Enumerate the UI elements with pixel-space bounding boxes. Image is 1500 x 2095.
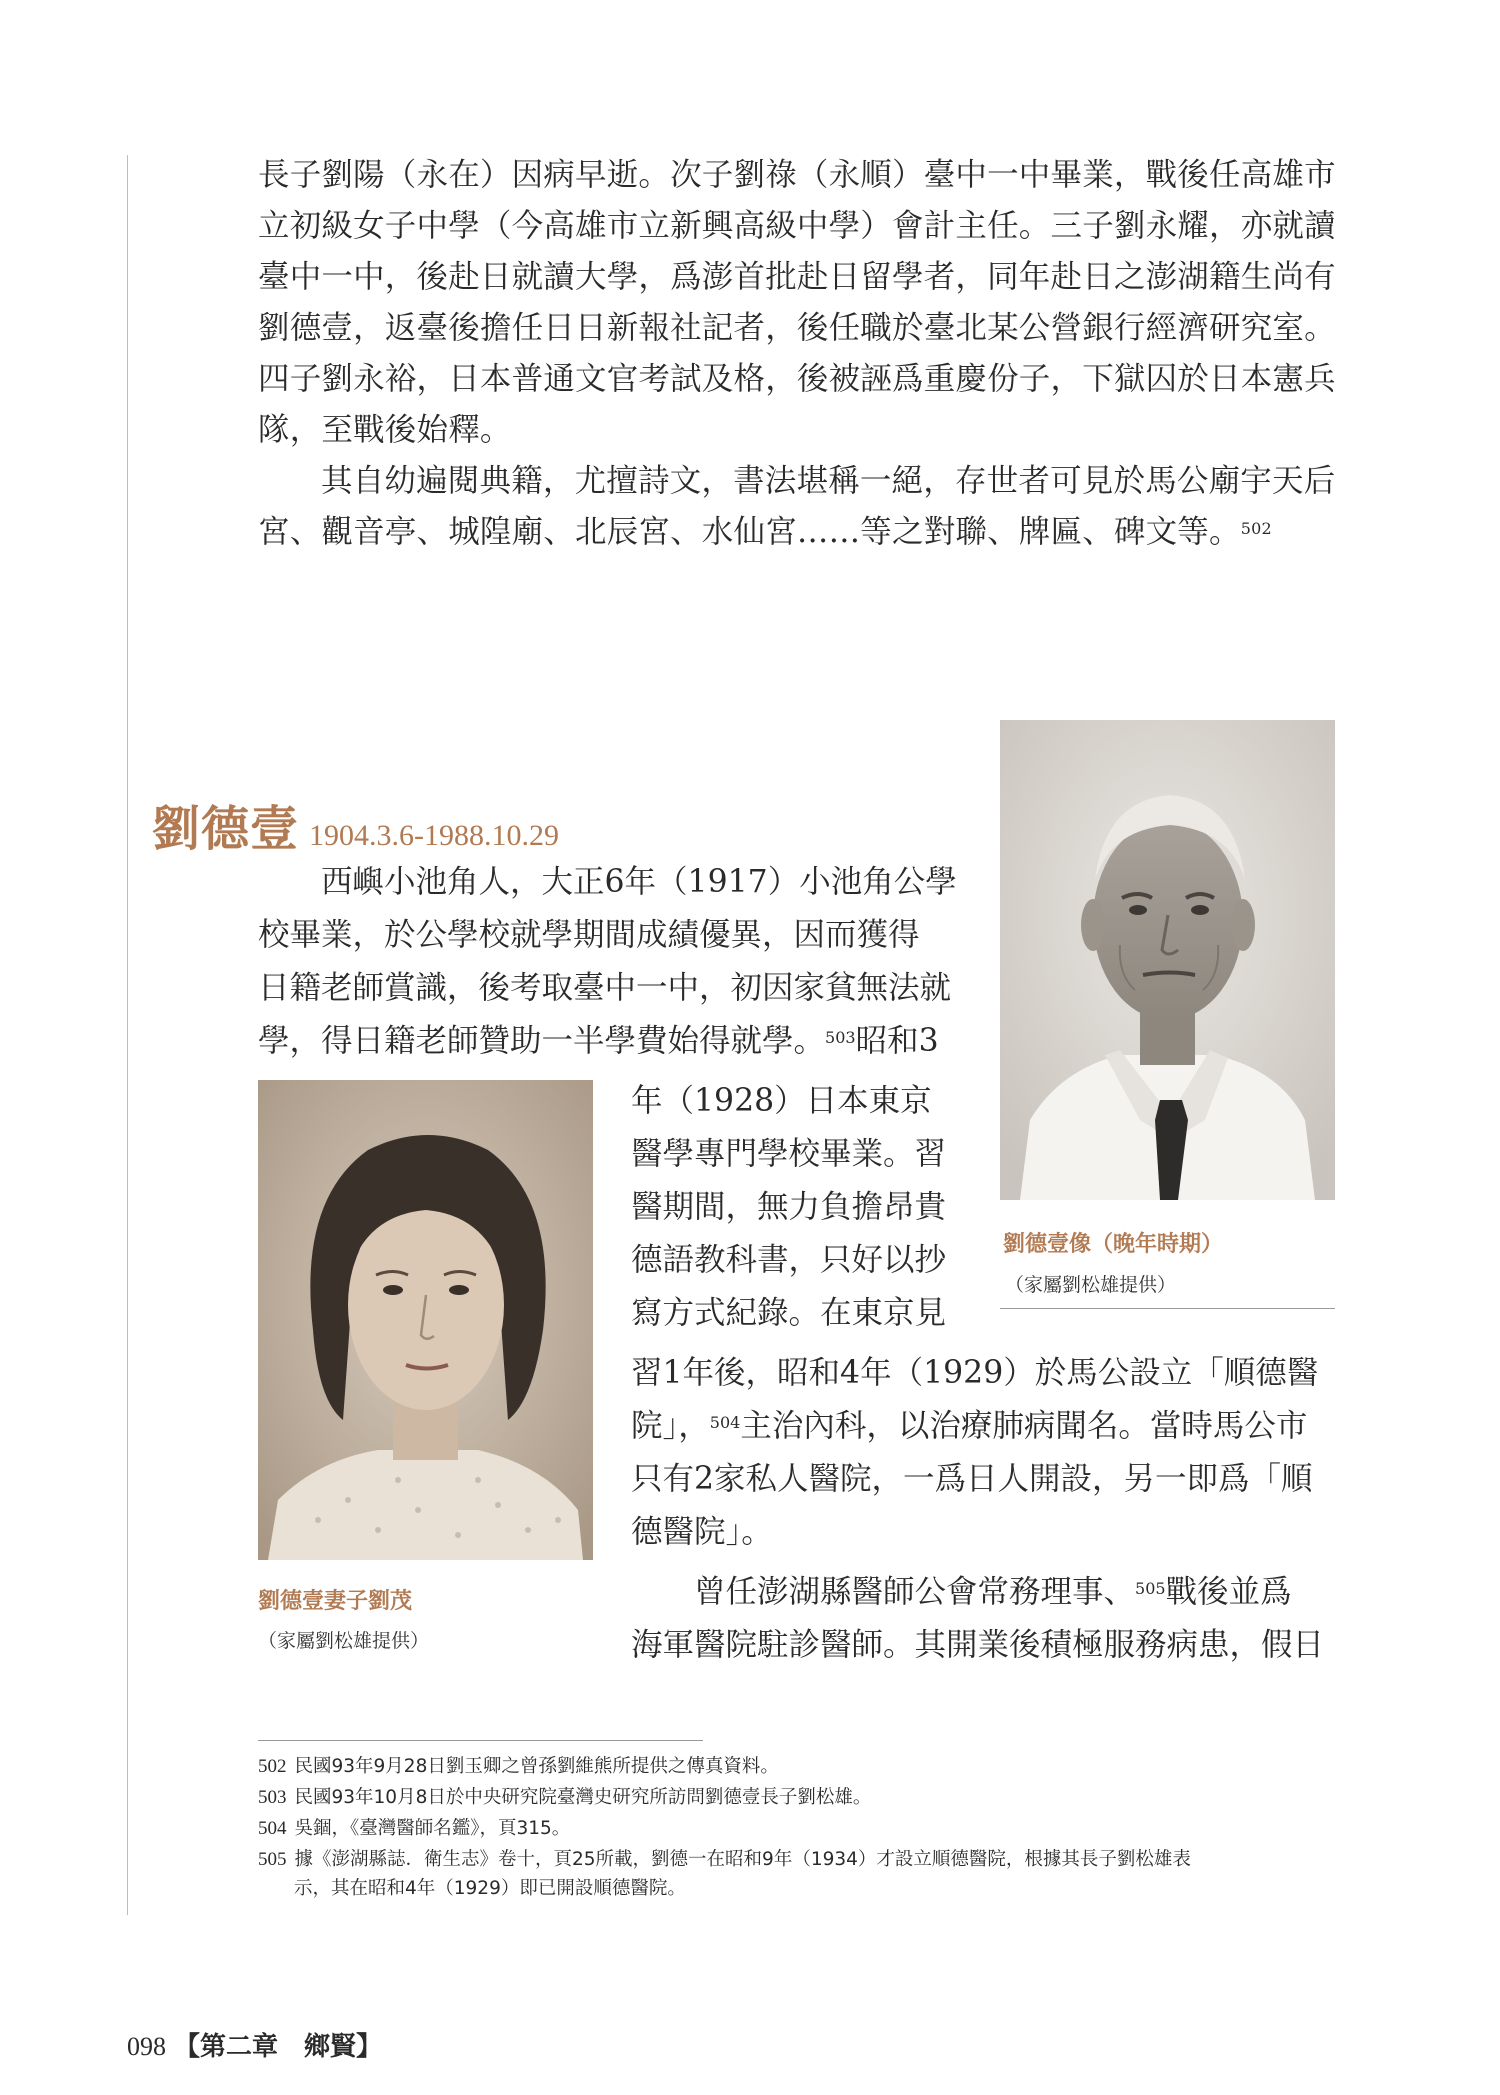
footnote-item bbox=[258, 1814, 570, 1843]
body-line: 海軍醫院駐診醫師。其開業後積極服務病患，假日 bbox=[631, 1627, 1325, 1663]
body-line-with-note bbox=[258, 1015, 939, 1068]
page-number: 098 bbox=[127, 2032, 166, 2061]
chapter-label: 【第二章 鄉賢】 bbox=[174, 2032, 383, 2062]
body-line: 習1年後，昭和4年（1929）於馬公設立「順德醫 bbox=[631, 1355, 1319, 1391]
footnote-rule bbox=[258, 1740, 703, 1741]
text-segment: 曾任澎湖縣醫師公會常務理事、 bbox=[694, 1574, 1136, 1610]
portrait-caption: 劉德壹像（晚年時期） bbox=[1003, 1232, 1224, 1257]
text-line-with-note bbox=[258, 507, 1330, 558]
footnote-number: 505 bbox=[258, 1849, 287, 1870]
wife-image bbox=[258, 1080, 593, 1560]
text-line: 四子劉永裕，日本普通文官考試及格，後被誣爲重慶份子，下獄囚於日本憲兵 bbox=[258, 361, 1336, 397]
intro-paragraph-2 bbox=[258, 456, 1336, 558]
body-line: 德語教科書，只好以抄 bbox=[631, 1242, 947, 1278]
body-line-with-note bbox=[694, 1566, 1292, 1619]
life-dates: 1904.3.6-1988.10.29 bbox=[309, 819, 560, 852]
text-segment: 院」， bbox=[631, 1408, 710, 1444]
margin-rule bbox=[127, 155, 128, 1915]
body-line: 只有2家私人醫院，一爲日人開設，另一即爲「順 bbox=[631, 1461, 1313, 1497]
wife-credit: （家屬劉松雄提供） bbox=[258, 1630, 430, 1652]
footnote-text: 民國93年10月8日於中央研究院臺灣史研究所訪問劉德壹長子劉松雄。 bbox=[294, 1787, 872, 1808]
person-name: 劉德壹 bbox=[152, 801, 300, 857]
text-segment: 學，得日籍老師贊助一半學費始得就學。 bbox=[258, 1023, 826, 1059]
footnote-item bbox=[258, 1845, 1191, 1903]
footnote-number: 502 bbox=[258, 1756, 287, 1777]
text-line: 宮、觀音亭、城隍廟、北辰宮、水仙宮……等之對聯、牌匾、碑文等。 bbox=[258, 514, 1241, 550]
wife-caption: 劉德壹妻子劉茂 bbox=[258, 1589, 413, 1614]
text-line: 隊，至戰後始釋。 bbox=[258, 412, 512, 448]
body-line: 醫期間，無力負擔昂貴 bbox=[631, 1189, 947, 1225]
section-heading bbox=[152, 790, 559, 859]
footnote-ref: 503 bbox=[825, 1028, 856, 1047]
portrait-photo bbox=[1000, 720, 1335, 1200]
page-footer bbox=[127, 2026, 382, 2063]
body-line: 寫方式紀錄。在東京見 bbox=[631, 1295, 947, 1331]
footnote-ref: 504 bbox=[709, 1413, 741, 1432]
footnote-number: 503 bbox=[258, 1787, 287, 1808]
footnote-continuation: 示，其在昭和4年（1929）即已開設順德醫院。 bbox=[294, 1878, 686, 1899]
text-line: 劉德壹，返臺後擔任日日新報社記者，後任職於臺北某公營銀行經濟研究室。 bbox=[258, 310, 1336, 346]
footnote-item bbox=[258, 1783, 871, 1812]
text-segment: 昭和3 bbox=[855, 1023, 939, 1059]
body-line: 年（1928）日本東京 bbox=[631, 1083, 932, 1119]
footnote-item bbox=[258, 1752, 779, 1781]
footnote-ref: 505 bbox=[1135, 1579, 1166, 1598]
footnote-text: 民國93年9月28日劉玉卿之曾孫劉維熊所提供之傳真資料。 bbox=[294, 1756, 779, 1777]
body-line-with-note bbox=[631, 1400, 1307, 1453]
portrait-image bbox=[1000, 720, 1335, 1200]
text-segment: 主治內科，以治療肺病聞名。當時馬公市 bbox=[740, 1408, 1308, 1444]
body-line: 德醫院」。 bbox=[631, 1514, 773, 1550]
intro-paragraph-1 bbox=[258, 150, 1336, 456]
body-line: 校畢業，於公學校就學期間成績優異，因而獲得 bbox=[258, 917, 920, 953]
caption-rule bbox=[1000, 1308, 1335, 1309]
footnote-text: 吳錮，《臺灣醫師名鑑》，頁315。 bbox=[294, 1818, 571, 1839]
footnote-text: 據《澎湖縣誌．衛生志》卷十，頁25所載，劉德一在昭和9年（1934）才設立順德醫院，根據其長子劉松雄表 bbox=[294, 1849, 1191, 1870]
body-line: 醫學專門學校畢業。習 bbox=[631, 1136, 947, 1172]
text-line: 臺中一中，後赴日就讀大學，爲澎首批赴日留學者，同年赴日之澎湖籍生尚有 bbox=[258, 259, 1336, 295]
body-line: 西嶼小池角人，大正6年（1917）小池角公學 bbox=[321, 864, 957, 900]
text-line: 立初級女子中學（今高雄市立新興高級中學）會計主任。三子劉永耀，亦就讀 bbox=[258, 208, 1336, 244]
text-line: 其自幼遍閱典籍，尤擅詩文，書法堪稱一絕，存世者可見於馬公廟宇天后 bbox=[321, 463, 1336, 499]
text-line: 長子劉陽（永在）因病早逝。次子劉祿（永順）臺中一中畢業，戰後任高雄市 bbox=[258, 157, 1336, 193]
footnote-number: 504 bbox=[258, 1818, 287, 1839]
portrait-credit: （家屬劉松雄提供） bbox=[1005, 1274, 1177, 1296]
footnote-ref: 502 bbox=[1240, 519, 1272, 538]
text-segment: 戰後並爲 bbox=[1165, 1574, 1292, 1610]
body-line: 日籍老師賞識，後考取臺中一中，初因家貧無法就 bbox=[258, 970, 952, 1006]
wife-photo bbox=[258, 1080, 593, 1560]
